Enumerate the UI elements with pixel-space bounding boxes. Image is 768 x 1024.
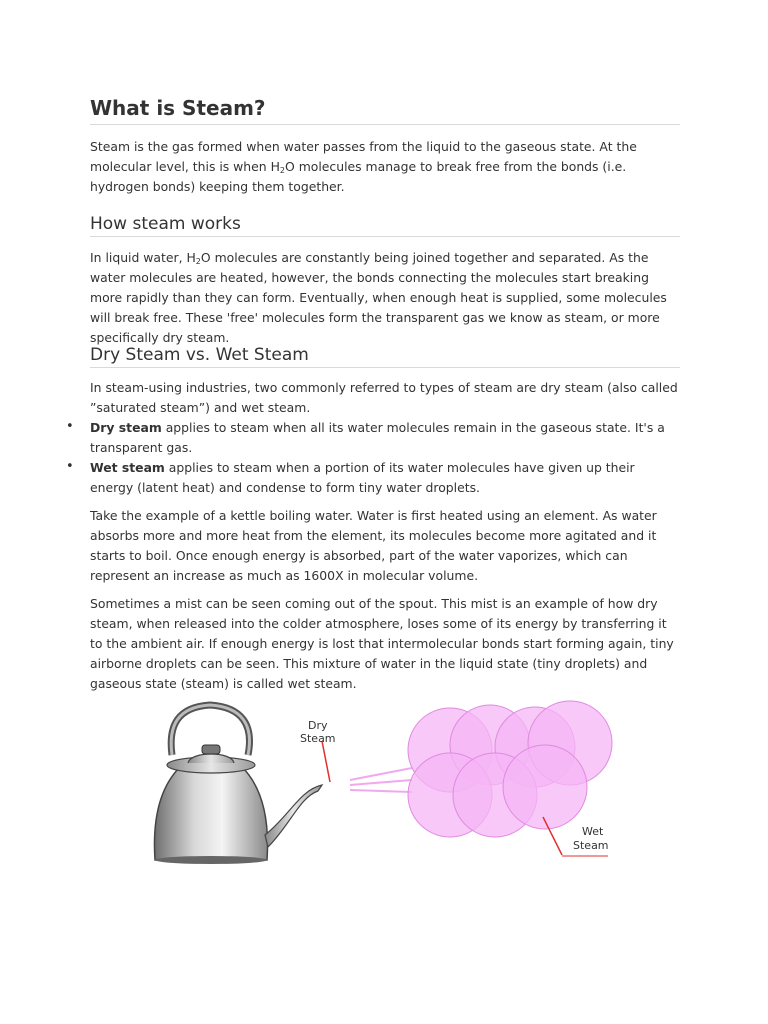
section1-text-1: In liquid water, H [90, 250, 196, 265]
dry-steam-lines [350, 768, 412, 792]
intro-paragraph [90, 137, 678, 197]
kettle-paragraph: Take the example of a kettle boiling water. Water is first heated using an element. As water absorbs more and more heat from the element, its molecules become more agitated and it starts to boil. Once enough energy is absorbed, part of the water vaporizes, which can represent an increase as much as 1600X in molecular volume. [90, 508, 657, 583]
dry-steam-definition: applies to steam when all its water molecules remain in the gaseous state. It's a transparent gas. [90, 420, 665, 455]
title-divider [90, 124, 680, 125]
section1-divider [90, 236, 680, 237]
list-item-wet-steam [90, 458, 678, 498]
wet-steam-cloud [408, 701, 612, 837]
how-steam-works-paragraph [90, 248, 678, 348]
bullet-marker: • [66, 459, 74, 474]
section1-text-2: O molecules are constantly being joined together and separated. As the water molecules are heated, however, the bonds connecting the molecules start breaking more rapidly than they can form. Eventually, when enough heat is supplied, some molecules will break free. These 'free' molecules form the transparent gas we know as steam, or more specifically dry steam. [90, 250, 667, 345]
wet-steam-definition: applies to steam when a portion of its water molecules have given up their energy (latent heat) and condense to form tiny water droplets. [90, 460, 635, 495]
intro-subscript: 2 [279, 166, 285, 175]
intro-text-2: O molecules manage to break free from the bonds (i.e. hydrogen bonds) keeping them together. [90, 159, 627, 194]
page-title: What is Steam? [90, 96, 266, 120]
kettle-icon [154, 705, 322, 864]
dry-steam-label-1: Dry [308, 719, 328, 732]
section1-subscript: 2 [195, 257, 201, 266]
mist-paragraph: Sometimes a mist can be seen coming out of the spout. This mist is an example of how dry steam, when released into the colder atmosphere, loses some of its energy by transferring it to the ambient air. If enough energy is lost that intermolecular bonds start forming again, tiny airborne droplets can be seen. This mixture of water in the liquid state (tiny droplets) and gaseous state (steam) is called wet steam. [90, 596, 674, 691]
steam-diagram [150, 695, 620, 875]
dry-steam-term: Dry steam [90, 420, 162, 435]
list-item-dry-steam [90, 418, 678, 458]
section-heading-how-steam-works: How steam works [90, 214, 241, 234]
wet-steam-term: Wet steam [90, 460, 165, 475]
wet-steam-label-1: Wet [582, 825, 604, 838]
dry-vs-wet-intro: In steam-using industries, two commonly referred to types of steam are dry steam (also called ”saturated steam”) and wet steam. [90, 380, 678, 415]
dry-steam-pointer [300, 719, 336, 782]
intro-text-1: Steam is the gas formed when water passes from the liquid to the gaseous state. At the molecular level, this is when H [90, 139, 637, 174]
section2-divider [90, 367, 680, 368]
bullet-marker: • [66, 419, 74, 434]
dry-steam-label-2: Steam [300, 732, 336, 745]
wet-steam-label-2: Steam [573, 839, 609, 852]
section-heading-dry-vs-wet: Dry Steam vs. Wet Steam [90, 345, 309, 365]
